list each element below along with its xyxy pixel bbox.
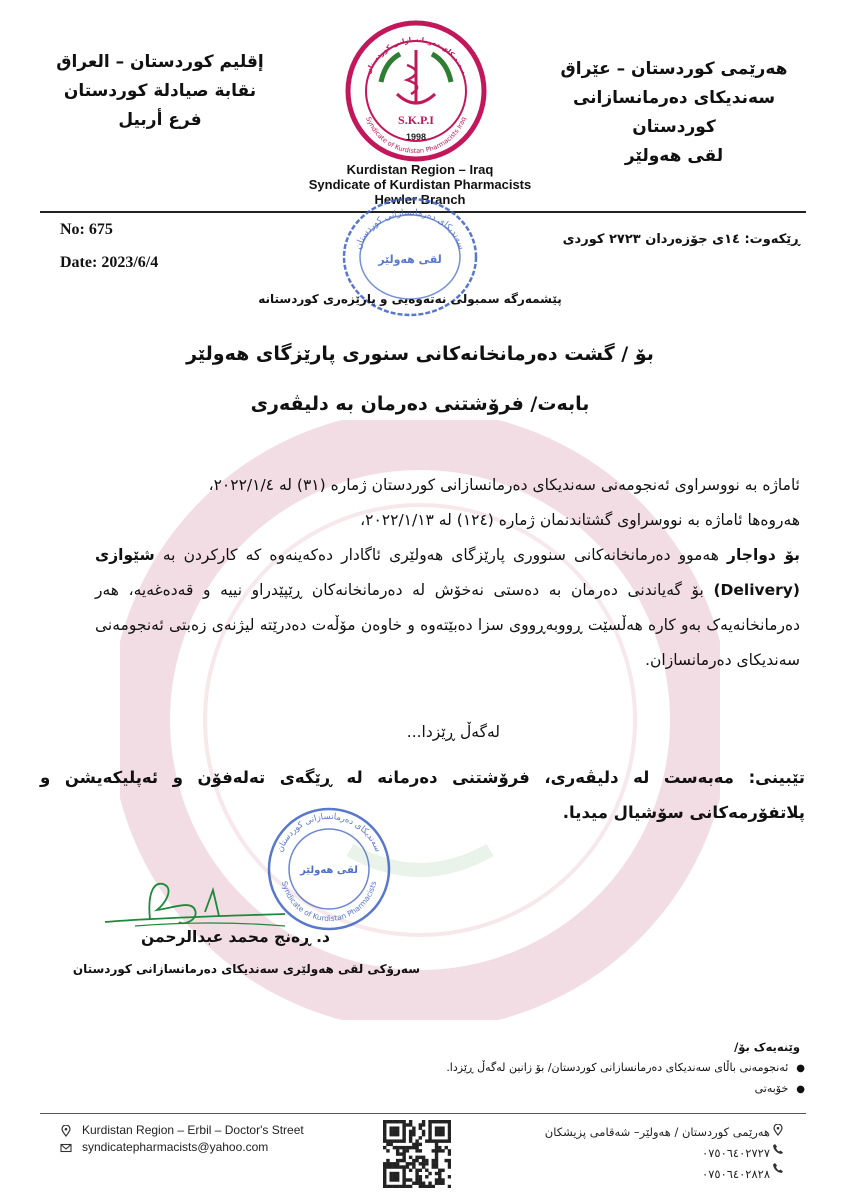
- copies-title: وێنەیەک بۆ/: [734, 1040, 800, 1054]
- footer-address-en: Kurdistan Region – Erbil – Doctor's Street: [82, 1123, 304, 1137]
- reference-date: Date: 2023/6/4: [60, 254, 159, 271]
- note-paragraph: تێبینی: مەبەست لە دلیڤەری، فرۆشتنی دەرمانە لە ڕێگەی تەلەفۆن و ئەپلیکەیشن و پلاتفۆرمەکانی سۆشیال میدیا.: [40, 768, 805, 822]
- list-item: ● خۆبەتی: [300, 1079, 805, 1100]
- kurdish-line-3: لقی هەولێر: [624, 146, 724, 166]
- footer-icons: [772, 1124, 788, 1174]
- delivery-term: شێوازی (Delivery): [95, 546, 800, 599]
- header-kurdish: [545, 55, 803, 171]
- to-line: بۆ / گشت دەرمانخانەکانی سنوری پارێزگای هەولێر: [186, 343, 654, 365]
- english-line-3: Hewler Branch: [374, 192, 466, 207]
- footer-address-ku: هەرێمی کوردستان / هەولێر– شەقامی پزیشکان: [544, 1125, 770, 1139]
- stamp-bottom-ring: سەندیکای دەرمانسازانی کوردستان: [275, 811, 383, 854]
- phone-icon: [772, 1143, 784, 1155]
- email-icon: [60, 1142, 72, 1154]
- reference-line-2: هەروەها ئاماژە بە نووسراوی گشتاندنمان ژمارە (١٢٤) لە ٢٠٢٢/١/١٣،: [360, 511, 800, 529]
- list-item: ● ئەنجومەنی باڵای سەندیکای دەرمانسازانی کوردستان/ بۆ زانین لەگەڵ ڕێزدا.: [300, 1058, 805, 1079]
- arabic-line-3: فرع أربيل: [118, 110, 202, 130]
- footer-phone-2[interactable]: ٠٧٥٠٦٤٠٢٨٢٨: [702, 1167, 770, 1181]
- location-icon: [60, 1125, 72, 1137]
- footer-kurdish: [480, 1122, 770, 1185]
- reference-number: No: 675: [60, 221, 113, 238]
- subject-line: بابەت/ فرۆشتنی دەرمان بە دلیڤەری: [250, 393, 590, 415]
- english-line-2: Syndicate of Kurdistan Pharmacists: [308, 177, 532, 192]
- stamp-top-ring: سەندیکای دەرمانسازانی کوردستان: [353, 207, 467, 251]
- recipient-cc: پێشمەرگە سمبولی نەتەوەیی و پارێزەری کوردستانە: [258, 292, 562, 306]
- footer-divider: [40, 1113, 806, 1114]
- syndicate-logo: [345, 20, 487, 162]
- reference-line-1: ئاماژە بە نووسراوی ئەنجومەنی سەندیکای دەرمانسازانی کوردستان ژمارە (٣١) لە ٢٠٢٢/١/٤،: [208, 476, 800, 494]
- kurdish-line-2: سەندیکای دەرمانسازانی کوردستان: [572, 88, 776, 137]
- footer-english: [60, 1122, 360, 1156]
- stamp-bottom-center: لقی هەولێر: [300, 865, 358, 876]
- signatory-name: د. ڕەنج محمد عبدالرحمن: [141, 928, 330, 946]
- header-arabic: [40, 48, 280, 135]
- svg-text:سەندیکای دەرمانسازانی کوردستان: [275, 812, 382, 854]
- para-lead: بۆ دواجار: [727, 546, 801, 564]
- signatory-title: سەرۆکی لقی هەولێری سەندیکای دەرمانسازانی کوردستان: [72, 962, 420, 976]
- logo-year: 1998: [405, 132, 427, 142]
- main-paragraph: [95, 538, 800, 678]
- stamp-top-center: لقی هەولێر: [378, 253, 442, 266]
- logo-ring-text: سەندیکای دەرمانسازانی کوردستان: [364, 35, 468, 76]
- para-part-2: بۆ گەیاندنی دەرمان بە دەستی نەخۆش لە دەرمانخانەکان ڕێپێدراو نییە و قەدەغەیە، هەر دەرمانخانەیەک بەو کارە هەڵسێت ڕووبەڕووی سزا دەبێتەوە و خاوەن مۆڵەت دەدرێتە لیژنەی زەبتی ئەنجومەنی سەندیکای دەرمانسازان.: [95, 581, 800, 669]
- footer-phone-1[interactable]: ٠٧٥٠٦٤٠٢٧٢٧: [702, 1146, 770, 1160]
- arabic-line-2: نقابة صيادلة كوردستان: [63, 81, 257, 101]
- stamp-bottom-ring-en: Syndicate of Kurdistan Pharmacists: [279, 880, 379, 924]
- qr-code: [383, 1120, 451, 1188]
- kurdish-line-1: هەرێمی کوردستان – عێراق: [560, 59, 788, 79]
- copies-list: [300, 1058, 805, 1100]
- location-icon: [772, 1124, 784, 1136]
- logo-abbrev: S.K.P.I: [398, 113, 434, 127]
- kurdish-date: ڕێکەوت: ١٤ی جۆزەردان ٢٧٢٣ کوردی: [562, 232, 800, 247]
- closing-line: لەگەڵ ڕێزدا...: [406, 723, 500, 741]
- para-part-1: هەموو دەرمانخانەکانی سنووری پارێزگای هەولێری ئاگادار دەکەینەوە کە کارکردن بە: [154, 546, 728, 564]
- logo-ring-text-en: Syndicate of Kurdistan Pharmacists Iraq: [364, 115, 468, 156]
- letter-body: [95, 468, 800, 678]
- english-line-1: Kurdistan Region – Iraq: [346, 162, 494, 177]
- arabic-line-1: إقليم كوردستان – العراق: [56, 52, 264, 72]
- svg-text:سەندیکای دەرمانسازانی کوردستان: [354, 208, 466, 251]
- phone-icon: [772, 1162, 784, 1174]
- footer-email[interactable]: syndicatepharmacists@yahoo.com: [82, 1140, 269, 1154]
